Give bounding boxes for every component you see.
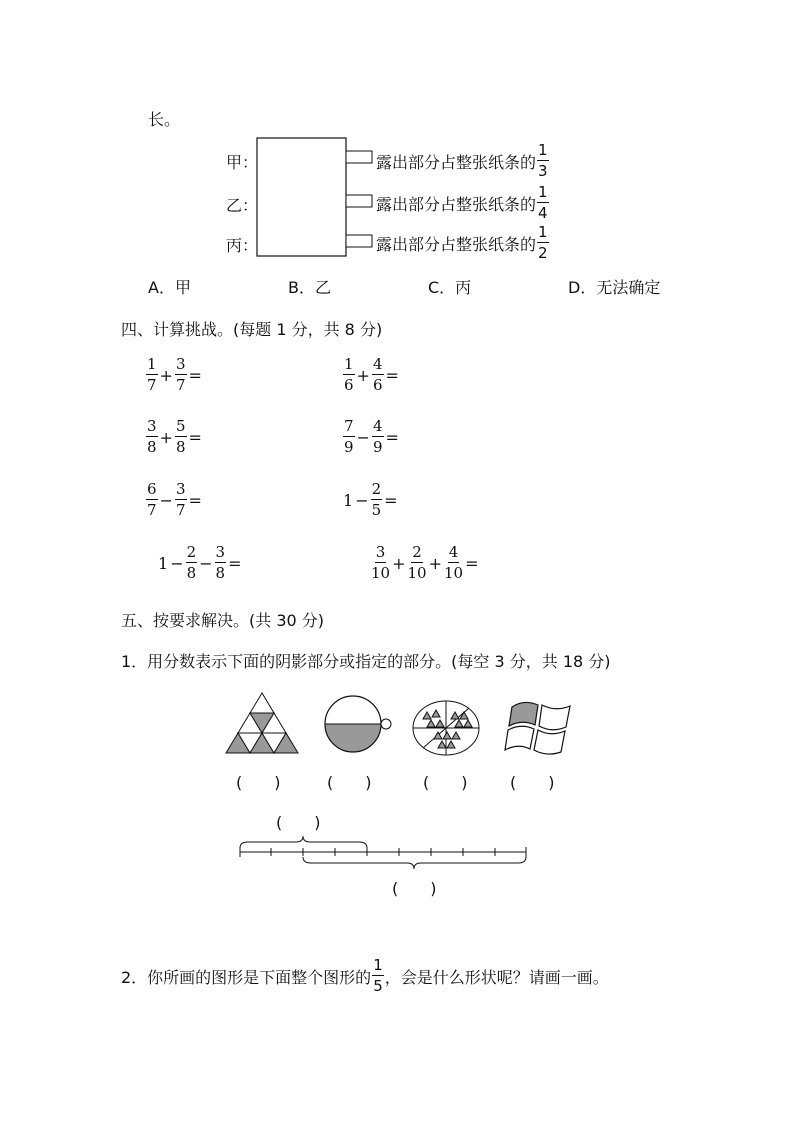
strip-label-yi: 乙： [226, 196, 259, 215]
section-4-title: 四、计算挑战。(每题 1 分，共 8 分) [121, 320, 383, 339]
strip-desc-jia: 露出部分占整张纸条的 $\frac{1}{3}$ [376, 141, 548, 180]
calc-5: $\frac{6}{7}$ − $\frac{3}{7}$ = [147, 480, 202, 519]
blank-circle[interactable]: ( ) [327, 773, 372, 792]
question-1: 1．用分数表示下面的阴影部分或指定的部分。(每空 3 分，共 18 分) [121, 652, 611, 671]
choice-c[interactable]: C．丙 [428, 278, 472, 297]
choice-b[interactable]: B．乙 [288, 278, 331, 297]
section-5-title: 五、按要求解决。(共 30 分) [121, 611, 325, 630]
strip-label-bing: 丙： [226, 236, 259, 255]
ellipse-triangles-shape [413, 701, 479, 755]
blank-upper-brace[interactable]: ( ) [276, 813, 321, 832]
strip-label-jia: 甲： [226, 153, 259, 172]
calc-1: $\frac{1}{7}$ + $\frac{3}{7}$ = [147, 355, 202, 394]
flag-shape [505, 702, 570, 754]
calc-3: $\frac{3}{8}$ + $\frac{5}{8}$ = [147, 417, 202, 456]
triangle-shape [226, 693, 298, 753]
strip-desc-bing: 露出部分占整张纸条的 $\frac{1}{2}$ [376, 223, 548, 262]
choice-a[interactable]: A．甲 [148, 278, 191, 297]
blank-ellipse[interactable]: ( ) [423, 773, 468, 792]
segment-line [240, 836, 526, 869]
circle-shape [325, 696, 391, 752]
question-2: 2．你所画的图形是下面整个图形的 $\frac{1}{5}$ ，会是什么形状呢？请画一画。 [121, 956, 609, 995]
calc-8: $\frac{3}{10}$ + $\frac{2}{10}$ + $\frac{4}{10}$ = [371, 543, 479, 582]
blank-lower-brace[interactable]: ( ) [392, 879, 437, 898]
question-tail: 长。 [148, 110, 181, 129]
blank-flag[interactable]: ( ) [510, 773, 555, 792]
calc-2: $\frac{1}{6}$ + $\frac{4}{6}$ = [344, 355, 399, 394]
calc-6: 1 − $\frac{2}{5}$ = [343, 480, 398, 519]
choice-d[interactable]: D．无法确定 [568, 278, 661, 297]
strip-desc-yi: 露出部分占整张纸条的 $\frac{1}{4}$ [376, 183, 548, 222]
calc-4: $\frac{7}{9}$ − $\frac{4}{9}$ = [344, 417, 399, 456]
calc-7: 1 − $\frac{2}{8}$ − $\frac{3}{8}$ = [158, 543, 242, 582]
blank-triangle[interactable]: ( ) [236, 773, 281, 792]
